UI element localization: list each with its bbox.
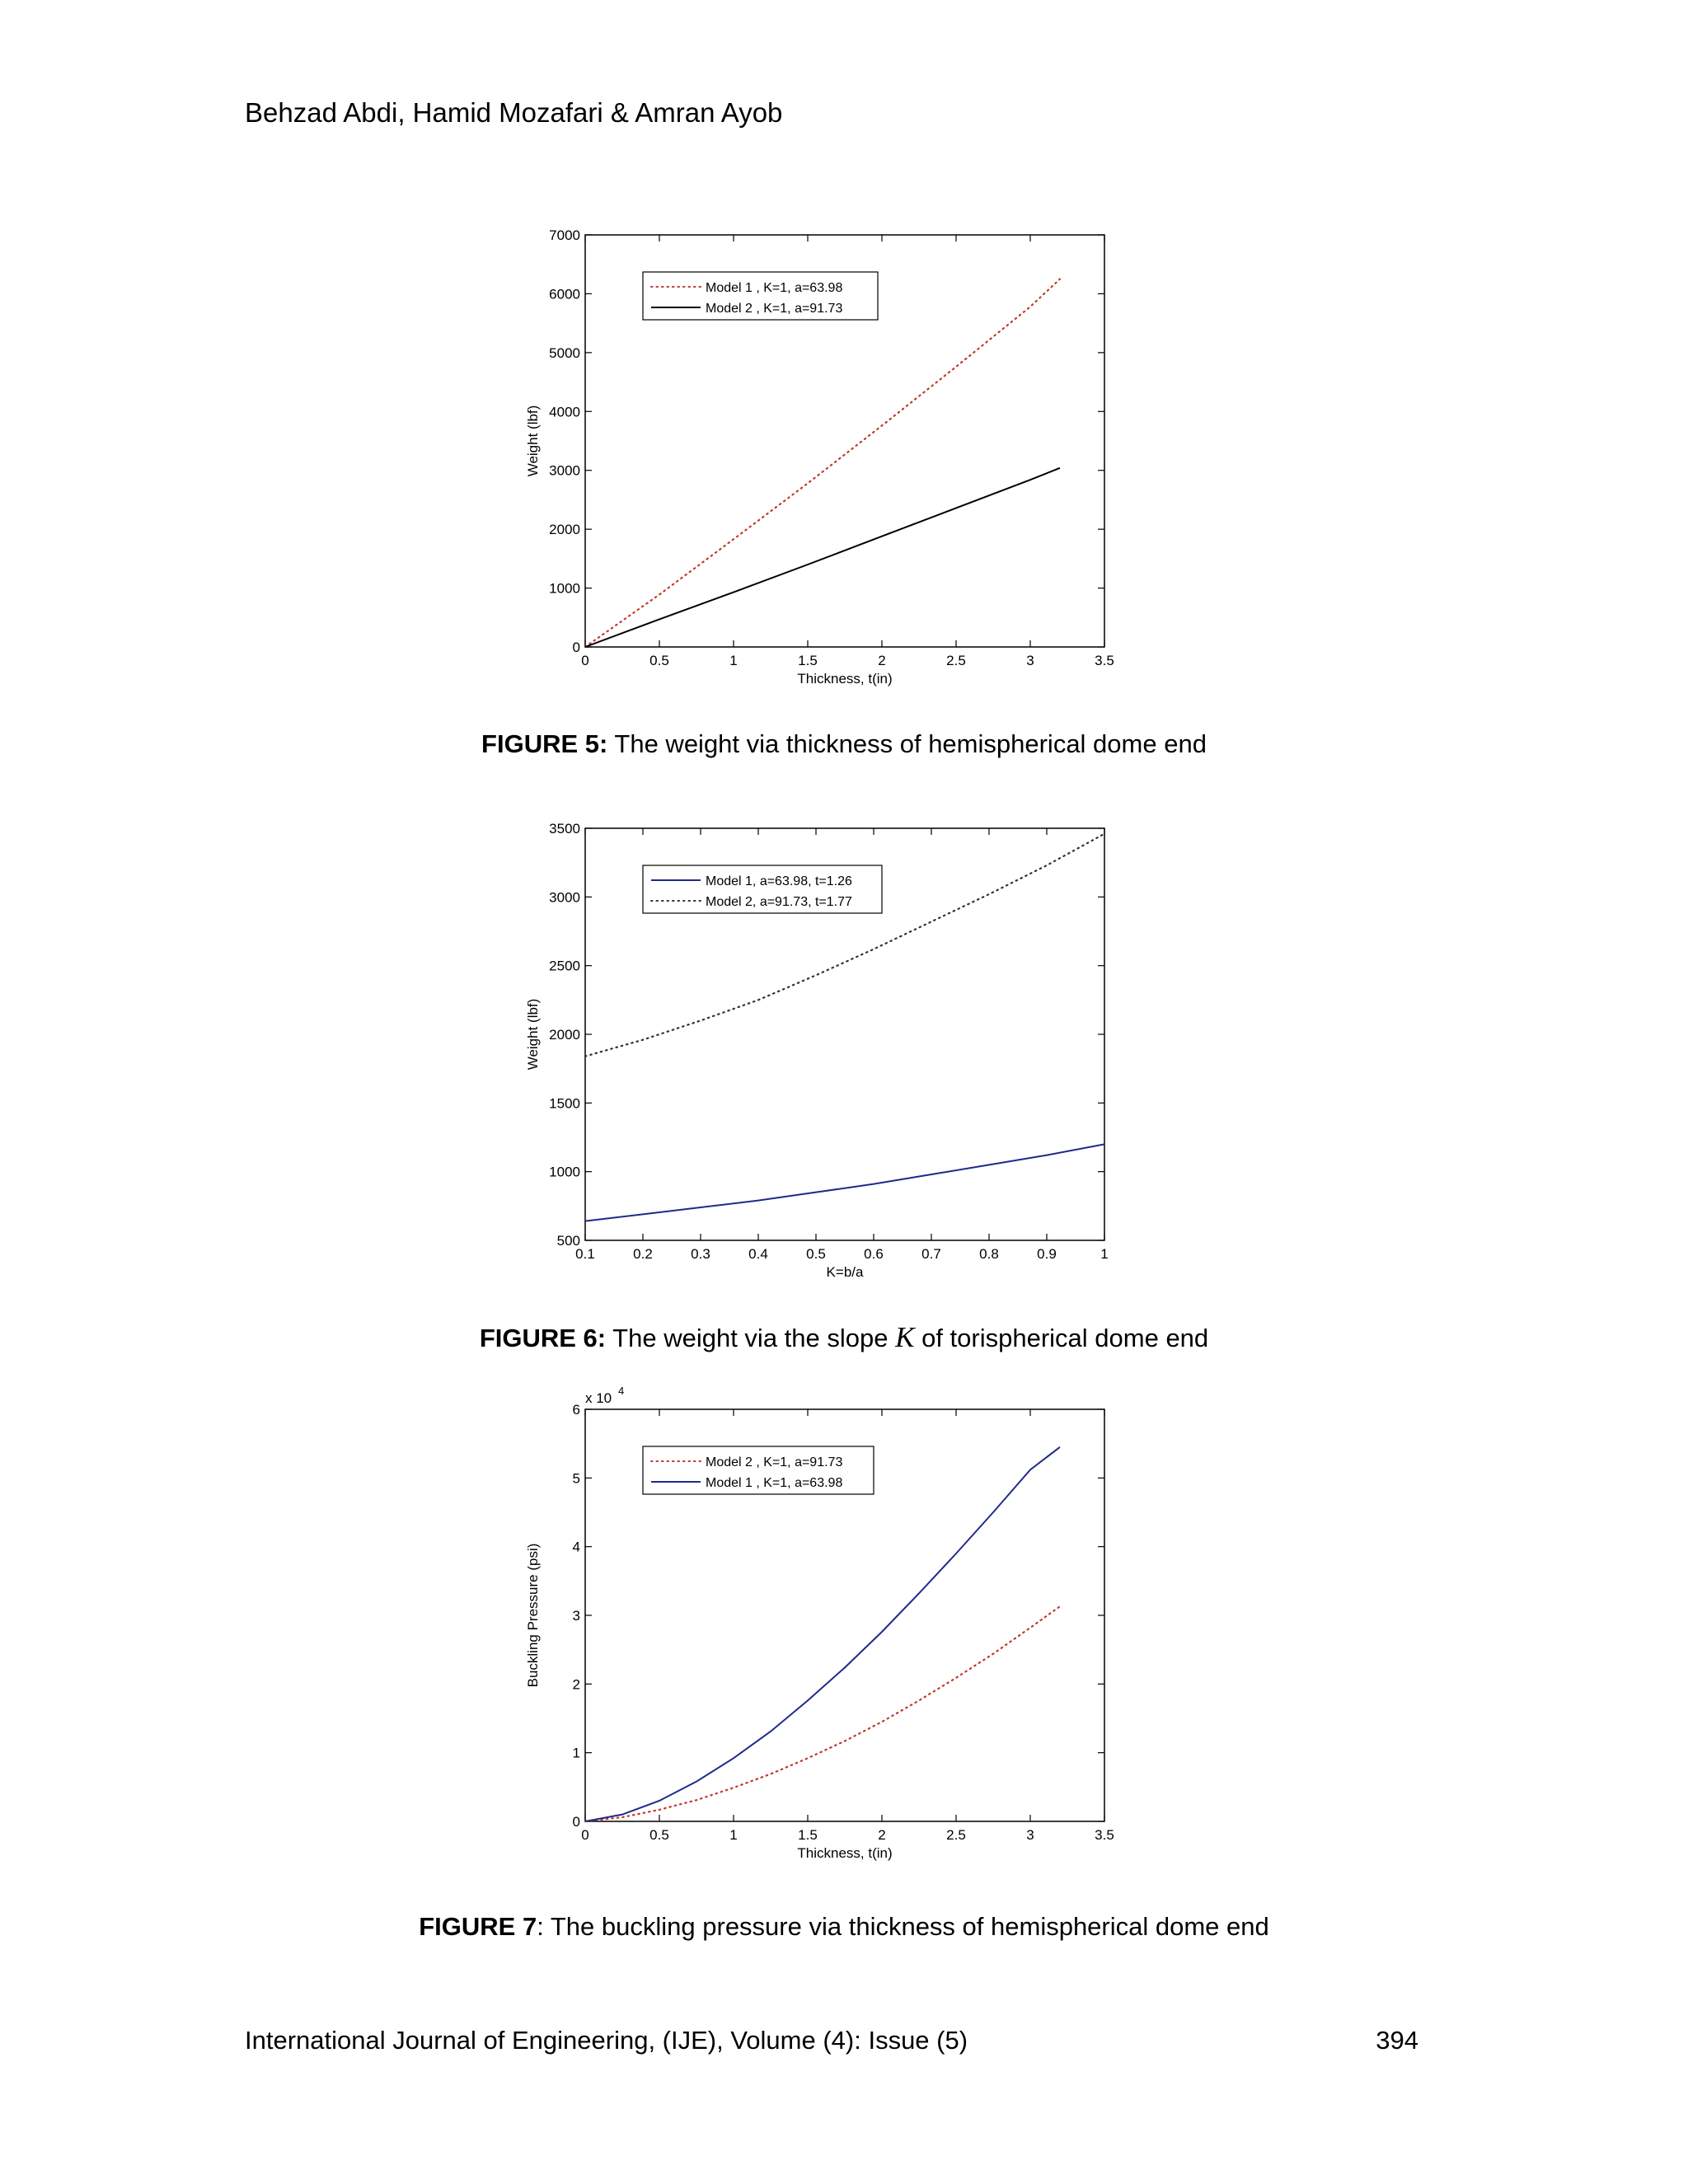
x-tick-label: 3.5 bbox=[1095, 1827, 1114, 1843]
figure-6-label: FIGURE 6: bbox=[479, 1324, 607, 1352]
x-tick-label: 3 bbox=[1026, 653, 1034, 668]
y-tick-label: 2000 bbox=[549, 1027, 580, 1043]
x-tick-label: 2 bbox=[878, 1827, 886, 1843]
x-tick-label: 0.4 bbox=[748, 1246, 768, 1262]
x-tick-label: 2 bbox=[878, 653, 886, 668]
legend-entry: Model 2 , K=1, a=91.73 bbox=[706, 302, 843, 316]
figure-6-text-after: of torispherical dome end bbox=[914, 1324, 1209, 1352]
x-tick-label: 1.5 bbox=[798, 653, 818, 668]
figure-7-text: : The buckling pressure via thickness of hemispherical dome end bbox=[537, 1912, 1269, 1941]
y-tick-label: 0 bbox=[572, 640, 580, 655]
legend-entry: Model 2 , K=1, a=91.73 bbox=[706, 1455, 843, 1469]
y-tick-label: 0 bbox=[572, 1814, 580, 1830]
y-tick-label: 2 bbox=[572, 1676, 580, 1693]
figure-7-chart bbox=[511, 1385, 1121, 1875]
figure-5-caption bbox=[0, 729, 1688, 759]
x-tick-label: 3.5 bbox=[1095, 653, 1114, 668]
y-tick-label: 3 bbox=[572, 1608, 580, 1624]
legend-entry: Model 1, a=63.98, t=1.26 bbox=[706, 874, 852, 888]
y-tick-label: 1500 bbox=[549, 1095, 580, 1112]
x-tick-label: 3 bbox=[1026, 1827, 1034, 1843]
y-axis-exponent: x 10 bbox=[585, 1390, 612, 1406]
y-tick-label: 6 bbox=[572, 1402, 580, 1418]
x-tick-label: 0.8 bbox=[979, 1246, 999, 1262]
figure-6-chart bbox=[511, 816, 1121, 1294]
x-tick-label: 0 bbox=[581, 653, 589, 668]
figure-5-label: FIGURE 5: bbox=[481, 729, 608, 758]
y-tick-label: 7000 bbox=[549, 227, 580, 243]
y-tick-label: 1 bbox=[572, 1745, 580, 1761]
footer-journal: International Journal of Engineering, (IJE), Volume (4): Issue (5) bbox=[245, 2026, 968, 2055]
y-tick-label: 500 bbox=[556, 1233, 580, 1249]
x-tick-label: 1.5 bbox=[798, 1827, 818, 1843]
x-tick-label: 0.6 bbox=[864, 1246, 884, 1262]
x-tick-label: 1 bbox=[729, 1827, 738, 1843]
x-tick-label: 0.5 bbox=[649, 1827, 669, 1843]
y-tick-label: 2000 bbox=[549, 522, 580, 538]
y-tick-label: 4 bbox=[572, 1539, 580, 1555]
y-tick-label: 1000 bbox=[549, 1164, 580, 1180]
y-tick-label: 1000 bbox=[549, 580, 580, 597]
x-tick-label: 2.5 bbox=[946, 653, 966, 668]
x-tick-label: 0.7 bbox=[921, 1246, 941, 1262]
x-tick-label: 0.5 bbox=[649, 653, 669, 668]
x-tick-label: 0.3 bbox=[691, 1246, 710, 1262]
y-tick-label: 5000 bbox=[549, 344, 580, 361]
x-tick-label: 0.1 bbox=[575, 1246, 595, 1262]
x-tick-label: 0.2 bbox=[633, 1246, 653, 1262]
x-tick-label: 1 bbox=[1100, 1246, 1109, 1262]
legend-entry: Model 2, a=91.73, t=1.77 bbox=[706, 895, 852, 909]
y-tick-label: 3000 bbox=[549, 889, 580, 906]
figure-6-text-before: The weight via the slope bbox=[606, 1324, 896, 1352]
x-tick-label: 1 bbox=[729, 653, 738, 668]
y-tick-label: 4000 bbox=[549, 404, 580, 420]
figure-7-caption bbox=[0, 1912, 1688, 1942]
y-axis-label: Weight (lbf) bbox=[525, 998, 541, 1071]
figure-5-chart bbox=[511, 223, 1121, 701]
legend-entry: Model 1 , K=1, a=63.98 bbox=[706, 1476, 843, 1490]
y-axis-exponent-power: 4 bbox=[618, 1385, 625, 1397]
running-header-authors: Behzad Abdi, Hamid Mozafari & Amran Ayob bbox=[245, 97, 783, 128]
y-tick-label: 3500 bbox=[549, 821, 580, 837]
figure-7-label: FIGURE 7 bbox=[419, 1912, 537, 1941]
x-axis-label: K=b/a bbox=[826, 1264, 864, 1280]
x-axis-label: Thickness, t(in) bbox=[797, 1845, 893, 1861]
figure-5-text: The weight via thickness of hemispherical dome end bbox=[607, 729, 1207, 758]
x-tick-label: 2.5 bbox=[946, 1827, 966, 1843]
legend-entry: Model 1 , K=1, a=63.98 bbox=[706, 281, 843, 295]
x-tick-label: 0.9 bbox=[1037, 1246, 1057, 1262]
y-tick-label: 5 bbox=[572, 1470, 580, 1487]
y-axis-label: Weight (lbf) bbox=[525, 405, 541, 477]
footer-page-number: 394 bbox=[1376, 2026, 1418, 2055]
x-tick-label: 0.5 bbox=[806, 1246, 826, 1262]
y-axis-label: Buckling Pressure (psi) bbox=[525, 1543, 541, 1688]
figure-6-math-k: K bbox=[895, 1321, 915, 1353]
figure-6-caption bbox=[0, 1321, 1688, 1354]
y-tick-label: 2500 bbox=[549, 958, 580, 974]
x-tick-label: 0 bbox=[581, 1827, 589, 1843]
x-axis-label: Thickness, t(in) bbox=[797, 671, 893, 687]
y-tick-label: 3000 bbox=[549, 462, 580, 479]
y-tick-label: 6000 bbox=[549, 286, 580, 302]
